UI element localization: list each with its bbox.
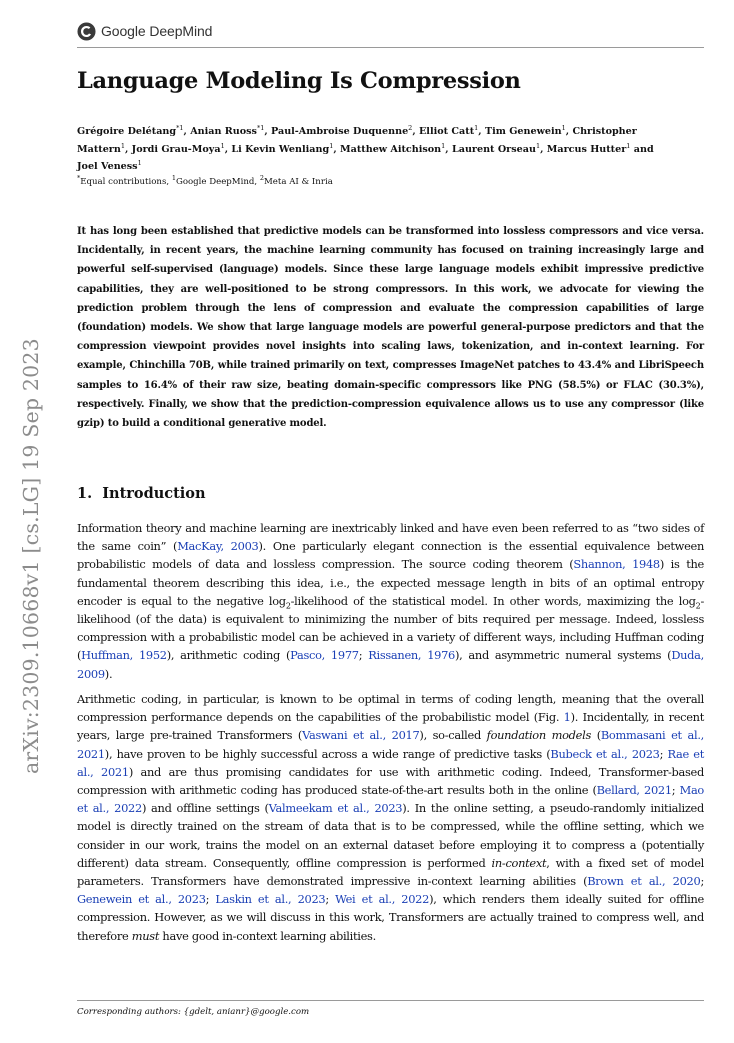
citation-link[interactable]: Rae et al., 2021 <box>77 746 704 779</box>
author-name: Matthew Aitchison <box>340 143 442 155</box>
citation-link[interactable]: Wei et al., 2022 <box>335 892 430 907</box>
author-affiliation-sup: 2 <box>408 124 413 132</box>
emphasis: foundation models <box>486 728 591 743</box>
affil-sup-1: 1 <box>171 174 176 182</box>
citation-link[interactable]: Pasco, 1977 <box>290 648 359 663</box>
author-name: Grégoire Delétang <box>77 126 177 137</box>
author-name: Paul-Ambroise Duquenne <box>271 126 409 137</box>
citation-link[interactable]: Laskin et al., 2023 <box>215 892 326 907</box>
emphasis: must <box>131 928 160 943</box>
author-affiliation-sup: 1 <box>329 141 334 150</box>
author-name: Laurent Orseau <box>451 143 536 155</box>
citation-link[interactable]: Duda, 2009 <box>77 648 704 681</box>
google-deepmind-logo-icon <box>77 22 96 41</box>
citation-link[interactable]: Shannon, 1948 <box>573 557 660 572</box>
section-heading-introduction <box>77 485 206 502</box>
footnote-label: Corresponding authors: <box>77 1007 184 1017</box>
abstract: It has long been established that predictive models can be transformed into lossless compressors and vice versa. Incidentally, in recent years, the machine learning community has focused on training increasingly large and powerful self-supervised (language) models. Since these large language models exhibit impressive predictive capabilities, they are well-positioned to be strong compressors. In this work, we advocate for viewing the prediction problem through the lens of compression and evaluate the compression capabilities of large (foundation) models. We show that large language models are powerful general-purpose predictors and that the compression viewpoint provides novel insights into scaling laws, tokenization, and in-context learning. For example, Chinchilla 70B, while trained primarily on text, compresses ImageNet patches to 43.4% and LibriSpeech samples to 16.4% of their raw size, beating domain-specific compressors like PNG (58.5%) or FLAC (30.3%), respectively. Finally, we show that the prediction-compression equivalence allows us to use any compressor (like gzip) to build a conditional generative model. <box>77 226 704 430</box>
affil-equal: Equal contributions, <box>80 177 172 187</box>
affil-sup-star: * <box>77 174 81 182</box>
author-name: Tim Genewein <box>484 126 562 137</box>
emphasis: in-context <box>491 855 547 870</box>
affil-gdm: Google DeepMind, <box>175 177 260 187</box>
footnote-emails[interactable]: {gdelt, anianr}@google.com <box>183 1007 310 1017</box>
author-affiliation-sup: 1 <box>220 141 225 150</box>
author-name: Christopher Mattern <box>77 126 637 155</box>
author-name: Anian Ruoss <box>190 126 257 137</box>
citation-link[interactable]: Valmeekam et al., 2023 <box>268 801 403 816</box>
citation-link[interactable]: Brown et al., 2020 <box>587 874 701 889</box>
author-list: Grégoire Delétang$^{*1}$, Anian Ruoss$^{*1}$, Paul-Ambroise Duquenne$^2$, Elliot Catt$^1$, Tim Genewein$^1$, Christopher Mattern$^1$, Jordi Grau-Moya$^1$, Li Kevin Wenliang$^1$, Matthew Aitchison$^1$, Laurent Orseau$^1$, Marcus Hutter$^1$ and Joel Veness$^1$ <box>77 124 654 172</box>
citation-link[interactable]: Bubeck et al., 2023 <box>550 746 660 761</box>
author-affiliation-sup: *1 <box>256 124 265 132</box>
google-deepmind-logo-text: Google DeepMind <box>101 23 213 39</box>
author-name: Elliot Catt <box>419 126 475 137</box>
author-name: Li Kevin Wenliang <box>231 143 330 155</box>
citation-link[interactable]: Rissanen, 1976 <box>368 648 455 663</box>
citation-link[interactable]: Mao et al., 2022 <box>77 783 704 816</box>
citation-link[interactable]: Huffman, 1952 <box>81 648 167 663</box>
author-affiliation-sup: 1 <box>561 124 566 132</box>
subscript: 2 <box>695 601 701 611</box>
affil-sup-2: 2 <box>259 174 264 182</box>
header <box>77 20 704 48</box>
author-affiliation-sup: 1 <box>137 159 142 167</box>
author-affiliation-sup: 1 <box>626 141 631 150</box>
affiliations <box>77 174 333 187</box>
corresponding-authors-footnote <box>77 1007 309 1017</box>
section-title: Introduction <box>102 485 206 502</box>
citation-link[interactable]: MacKay, 2003 <box>177 539 259 554</box>
author-affiliation-sup: *1 <box>176 124 184 132</box>
author-affiliation-sup: 1 <box>535 141 541 150</box>
intro-paragraph-1: Information theory and machine learning are inextricably linked and have even been referred to as “two sides of the same coin” (MacKay, 2003). One particularly elegant connection is the essential equivalence between probabilistic models of data and lossless compression. The source coding theorem (Shannon, 1948) is the fundamental theorem describing this idea, i.e., the expected message length in bits of an optimal entropy encoder is equal to the negative $\log_2$-likelihood of the statistical model. In other words, maximizing the $\log_2$-likelihood (of the data) is equivalent to minimizing the number of bits required per message. Indeed, lossless compression with a probabilistic model can be achieved in a variety of different ways, including Huffman coding (Huffman, 1952), arithmetic coding (Pasco, 1977; Rissanen, 1976), and asymmetric numeral systems (Duda, 2009). <box>77 521 705 681</box>
citation-link[interactable]: 1 <box>563 710 571 725</box>
subscript: 2 <box>285 601 291 611</box>
section-number: 1. <box>77 485 93 502</box>
citation-link[interactable]: Bommasani et al., 2021 <box>77 728 705 761</box>
paper-title: Language Modeling Is Compression <box>77 68 521 94</box>
citation-link[interactable]: Vaswani et al., 2017 <box>302 728 420 743</box>
affil-meta: Meta AI & Inria <box>264 177 333 187</box>
footer-divider <box>77 1000 704 1001</box>
author-name: Marcus Hutter <box>546 143 627 155</box>
citation-link[interactable]: Bellard, 2021 <box>596 783 672 798</box>
citation-link[interactable]: Genewein et al., 2023 <box>77 892 206 907</box>
author-name: Jordi Grau-Moya <box>131 143 221 155</box>
intro-paragraph-2: Arithmetic coding, in particular, is known to be optimal in terms of coding length, meaning that the overall compression performance depends on the capabilities of the probabilistic model (Fig. 1). Incidentally, in recent years, large pre-trained Transformers (Vaswani et al., 2017), so-called foundation models (Bommasani et al., 2021), have proven to be highly successful across a wide range of predictive tasks (Bubeck et al., 2023; Rae et al., 2021) and are thus promising candidates for use with arithmetic coding. Indeed, Transformer-based compression with arithmetic coding has produced state-of-the-art results both in the online (Bellard, 2021; Mao et al., 2022) and offline settings (Valmeekam et al., 2023). In the online setting, a pseudo-randomly initialized model is directly trained on the stream of data that is to be compressed, while the offline setting, which we consider in our work, trains the model on an external dataset before employing it to compress a (potentially different) data stream. Consequently, offline compression is performed in-context, with a fixed set of model parameters. Transformers have demonstrated impressive in-context learning abilities (Brown et al., 2020; Genewein et al., 2023; Laskin et al., 2023; Wei et al., 2022), which renders them ideally suited for offline compression. However, as we will discuss in this work, Transformers are actually trained to compress well, and therefore must have good in-context learning abilities. <box>77 692 705 943</box>
author-name: Joel Veness <box>77 161 138 172</box>
author-affiliation-sup: 1 <box>474 124 479 132</box>
arxiv-stamp[interactable]: arXiv:2309.10668v1 [cs.LG] 19 Sep 2023 <box>19 338 43 774</box>
author-affiliation-sup: 1 <box>120 141 125 150</box>
author-affiliation-sup: 1 <box>441 141 446 150</box>
